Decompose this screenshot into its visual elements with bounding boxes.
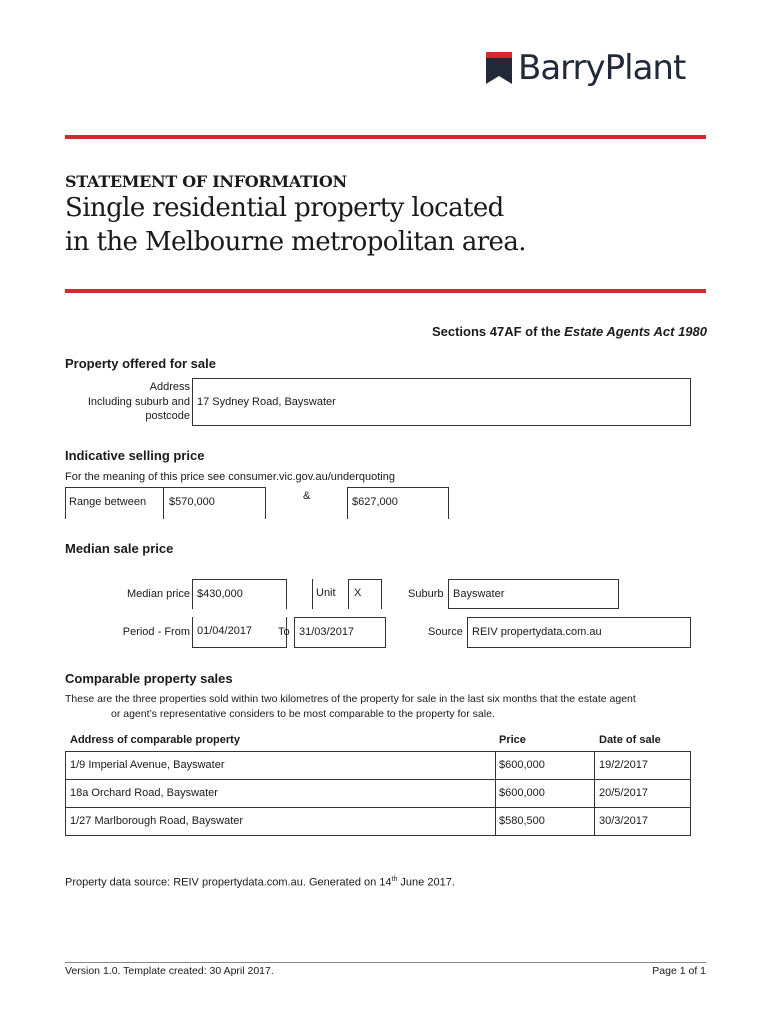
brand-logo — [486, 50, 706, 100]
footer-page: Page 1 of 1 — [652, 965, 706, 977]
doc-title-line-1: Single residential property located — [65, 193, 504, 223]
row-address: 18a Orchard Road, Bayswater — [70, 787, 218, 799]
range-low-value: $570,000 — [169, 496, 215, 508]
table-row — [65, 807, 691, 836]
period-to-value: 31/03/2017 — [299, 626, 355, 638]
row-date: 19/2/2017 — [599, 759, 648, 771]
period-from-value: 01/04/2017 — [197, 625, 253, 637]
top-divider — [65, 135, 706, 139]
comparable-heading: Comparable property sales — [65, 671, 233, 686]
source-note-prefix: Property data source: REIV propertydata.com.au. Generated on 14 — [65, 876, 392, 889]
col-header-price: Price — [499, 734, 526, 746]
row-address: 1/27 Marlborough Road, Bayswater — [70, 815, 244, 827]
col-header-address: Address of comparable property — [70, 734, 240, 746]
to-label: To — [278, 626, 290, 638]
median-price-field[interactable] — [192, 579, 287, 609]
row-price: $580,500 — [499, 815, 545, 827]
row-price: $600,000 — [499, 787, 545, 799]
sections-reference — [432, 324, 707, 339]
suburb-label: Suburb — [408, 588, 444, 600]
row-price: $600,000 — [499, 759, 545, 771]
source-note-suffix: June 2017. — [397, 876, 455, 889]
property-heading: Property offered for sale — [65, 356, 216, 371]
col-header-date: Date of sale — [599, 734, 661, 746]
address-label-3: postcode — [145, 410, 190, 422]
address-label-1: Address — [149, 381, 190, 393]
range-high-value: $627,000 — [352, 496, 398, 508]
table-row — [65, 751, 691, 780]
doc-kicker: STATEMENT OF INFORMATION — [65, 172, 347, 191]
footer-version: Version 1.0. Template created: 30 April 2017. — [65, 965, 274, 977]
median-heading: Median sale price — [65, 541, 174, 556]
header-divider — [65, 289, 706, 293]
unit-checkbox-value[interactable]: X — [354, 587, 362, 599]
address-value: 17 Sydney Road, Bayswater — [197, 396, 336, 408]
comparable-desc-line-2: or agent’s representative considers to be most comparable to the property for sale. — [111, 708, 495, 720]
address-label-2: Including suburb and — [87, 396, 190, 408]
row-address: 1/9 Imperial Avenue, Bayswater — [70, 759, 225, 771]
period-from-field[interactable] — [192, 617, 287, 648]
footer-rule — [65, 962, 706, 963]
period-to-field[interactable] — [294, 617, 386, 648]
act-name: Estate Agents Act 1980 — [564, 324, 707, 339]
median-price-label: Median price — [127, 588, 190, 600]
row-date: 20/5/2017 — [599, 787, 648, 799]
range-row — [65, 487, 449, 519]
table-row — [65, 779, 691, 808]
sections-prefix: Sections 47AF of the — [431, 324, 565, 339]
source-label: Source — [428, 626, 463, 638]
median-price-value: $430,000 — [197, 588, 243, 600]
unit-label: Unit — [316, 587, 336, 599]
unit-group — [312, 579, 369, 609]
indicative-note: For the meaning of this price see consumer.vic.gov.au/underquoting — [65, 471, 395, 483]
range-ampersand: & — [303, 490, 311, 502]
comparable-desc-line-1: These are the three properties sold within two kilometres of the property for sale in the last six months that the estate agent — [65, 693, 636, 705]
suburb-value: Bayswater — [453, 588, 505, 600]
indicative-heading: Indicative selling price — [65, 448, 205, 463]
bookmark-logo-icon — [486, 52, 512, 84]
address-field[interactable] — [192, 378, 691, 426]
source-value: REIV propertydata.com.au — [472, 626, 602, 638]
brand-name: BarryPlant — [518, 48, 686, 88]
range-label: Range between — [69, 496, 147, 508]
doc-title-line-2: in the Melbourne metropolitan area. — [65, 227, 526, 257]
source-field[interactable] — [467, 617, 691, 648]
data-source-note — [65, 876, 455, 889]
period-from-label: Period - From — [122, 626, 190, 638]
source-note-sup: th — [391, 876, 398, 883]
suburb-field[interactable] — [448, 579, 619, 609]
row-date: 30/3/2017 — [599, 815, 648, 827]
